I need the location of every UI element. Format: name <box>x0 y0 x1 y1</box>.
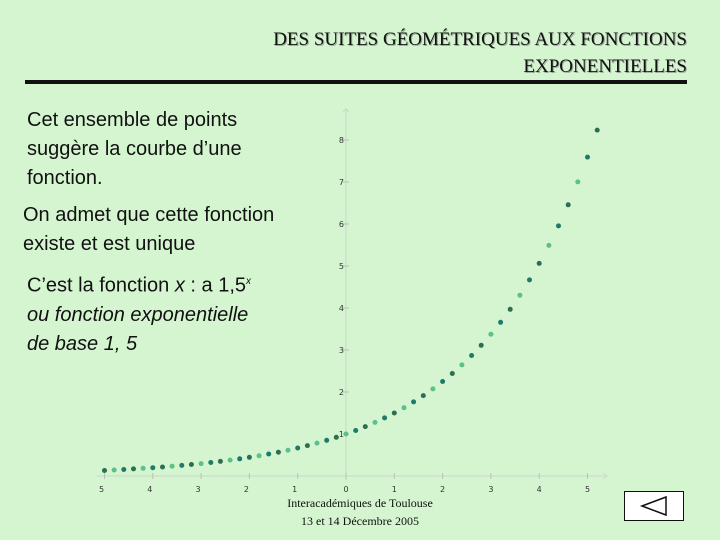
title-divider <box>25 80 687 84</box>
x-tick-label: 5 <box>98 485 105 494</box>
back-button[interactable] <box>624 491 684 521</box>
data-point <box>189 462 194 467</box>
data-point <box>421 393 426 398</box>
data-point <box>353 428 358 433</box>
data-point <box>295 446 300 451</box>
paragraph-line: On admet que cette fonction <box>23 204 275 226</box>
paragraph-line: suggère la courbe d’une <box>27 138 242 160</box>
data-point <box>411 399 416 404</box>
data-point <box>440 379 445 384</box>
data-point <box>537 261 542 266</box>
data-point <box>199 461 204 466</box>
data-point <box>373 420 378 425</box>
function-prefix: C’est la fonction <box>27 274 175 297</box>
title-line-1: DES SUITES GÉOMÉTRIQUES AUX FONCTIONS <box>273 29 687 50</box>
data-point <box>315 441 320 446</box>
data-point <box>208 460 213 465</box>
data-point <box>237 456 242 461</box>
x-tick-label: 4 <box>147 485 153 494</box>
data-point <box>575 179 580 184</box>
y-tick-label: 5 <box>338 262 344 271</box>
x-tick-label: 3 <box>488 485 494 494</box>
function-expression: : a 1,5 <box>184 274 247 297</box>
y-tick-label: 2 <box>338 388 344 397</box>
x-tick-label: 2 <box>440 485 446 494</box>
data-point <box>382 415 387 420</box>
slide-title <box>273 26 687 80</box>
exponential-scatter-chart <box>100 100 620 495</box>
x-tick-label: 2 <box>243 485 249 494</box>
data-point <box>498 320 503 325</box>
x-tick-label: 0 <box>343 485 349 494</box>
data-point <box>363 424 368 429</box>
paragraph-line: Cet ensemble de points <box>27 109 238 131</box>
data-point <box>459 362 464 367</box>
data-point <box>334 435 339 440</box>
footer-event: Interacadémiques de Toulouse <box>287 496 433 510</box>
function-exponent: x <box>246 276 252 287</box>
data-point <box>324 438 329 443</box>
back-triangle-icon <box>625 492 683 520</box>
data-point <box>430 386 435 391</box>
x-tick-label: 3 <box>195 485 201 494</box>
title-line-2: EXPONENTIELLES <box>523 56 687 77</box>
data-point <box>344 432 349 437</box>
data-point <box>247 455 252 460</box>
data-point <box>585 155 590 160</box>
data-point <box>450 371 455 376</box>
data-point <box>170 464 175 469</box>
data-point <box>508 307 513 312</box>
data-point <box>556 223 561 228</box>
y-tick-label: 4 <box>338 304 344 313</box>
data-point <box>160 465 165 470</box>
x-tick-label: 5 <box>584 485 591 494</box>
y-tick-label: 1 <box>338 430 344 439</box>
data-point <box>595 128 600 133</box>
data-point <box>112 468 117 473</box>
y-tick-label: 8 <box>338 136 344 145</box>
data-point <box>257 453 262 458</box>
data-point <box>286 448 291 453</box>
data-point <box>276 450 281 455</box>
data-point <box>305 443 310 448</box>
paragraph-line: existe et est unique <box>23 233 196 255</box>
y-tick-label: 7 <box>338 178 344 187</box>
data-point <box>469 353 474 358</box>
x-tick-label: 4 <box>536 485 542 494</box>
footer <box>265 494 455 530</box>
data-point <box>566 202 571 207</box>
data-point <box>479 343 484 348</box>
y-tick-label: 3 <box>338 346 344 355</box>
y-tick-label: 6 <box>338 220 344 229</box>
data-point <box>121 467 126 472</box>
paragraph-line: ou fonction exponentielle <box>27 303 249 326</box>
data-point <box>392 411 397 416</box>
paragraph-line: de base 1, 5 <box>27 332 138 355</box>
data-point <box>402 405 407 410</box>
paragraph-line: fonction. <box>27 167 103 189</box>
data-point <box>527 277 532 282</box>
data-point <box>141 466 146 471</box>
data-point <box>266 452 271 457</box>
x-tick-label: 1 <box>292 485 298 494</box>
data-point <box>102 468 107 473</box>
data-point <box>228 458 233 463</box>
data-point <box>150 465 155 470</box>
data-point <box>546 243 551 248</box>
data-point <box>131 466 136 471</box>
data-point <box>517 293 522 298</box>
data-point <box>179 463 184 468</box>
footer-date: 13 et 14 Décembre 2005 <box>301 514 419 528</box>
x-tick-label: 1 <box>391 485 397 494</box>
data-point <box>488 332 493 337</box>
data-point <box>218 459 223 464</box>
function-variable: x <box>174 274 185 297</box>
